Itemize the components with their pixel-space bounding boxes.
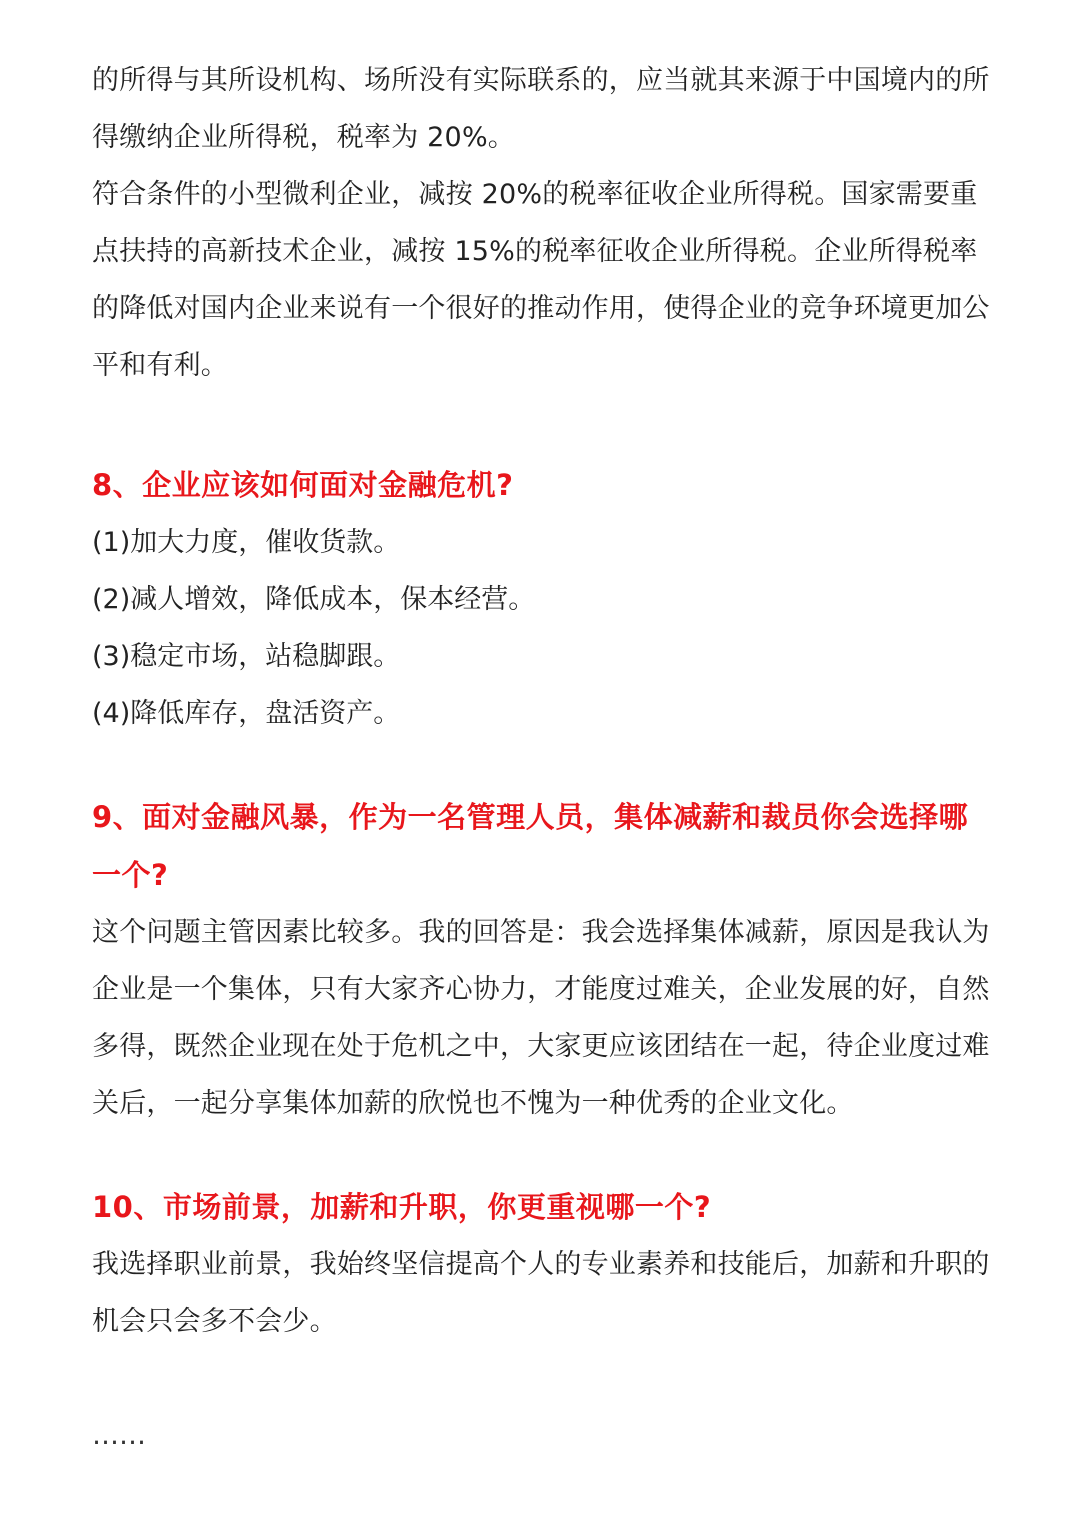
list-item: (2)减人增效，降低成本，保本经营。	[92, 584, 536, 615]
question-9-heading: 9、面对金融风暴，作为一名管理人员，集体减薪和裁员你会选择哪一个?	[92, 800, 969, 892]
document-page	[92, 52, 992, 1456]
question-10-answer: 我选择职业前景，我始终坚信提高个人的专业素养和技能后，加薪和升职的机会只会多不会少。	[92, 1249, 990, 1337]
spacer	[92, 394, 992, 456]
list-item: (1)加大力度，催收货款。	[92, 527, 401, 558]
question-10-heading: 10、市场前景，加薪和升职，你更重视哪一个?	[92, 1190, 712, 1224]
question-8-list	[92, 514, 992, 742]
intro-paragraph-1: 的所得与其所设机构、场所没有实际联系的，应当就其来源于中国境内的所得缴纳企业所得税，税率为 20%。	[92, 65, 990, 153]
intro-paragraph-2: 符合条件的小型微利企业，减按 20%的税率征收企业所得税。国家需要重点扶持的高新技术企业，减按 15%的税率征收企业所得税。企业所得税率的降低对国内企业来说有一个很好的推动作用，使得企业的竞争环境更加公平和有利。	[92, 179, 990, 381]
list-item: (4)降低库存，盘活资产。	[92, 698, 401, 729]
spacer	[92, 742, 992, 788]
continuation-ellipsis: ……	[92, 1420, 146, 1451]
spacer	[92, 1132, 992, 1178]
list-item: (3)稳定市场，站稳脚跟。	[92, 641, 401, 672]
spacer	[92, 1350, 992, 1416]
question-9-answer: 这个问题主管因素比较多。我的回答是：我会选择集体减薪，原因是我认为企业是一个集体，只有大家齐心协力，才能度过难关，企业发展的好，自然多得，既然企业现在处于危机之中，大家更应该团结在一起，待企业度过难关后，一起分享集体加薪的欣悦也不愧为一种优秀的企业文化。	[92, 917, 990, 1119]
question-8-heading: 8、企业应该如何面对金融危机?	[92, 468, 514, 502]
